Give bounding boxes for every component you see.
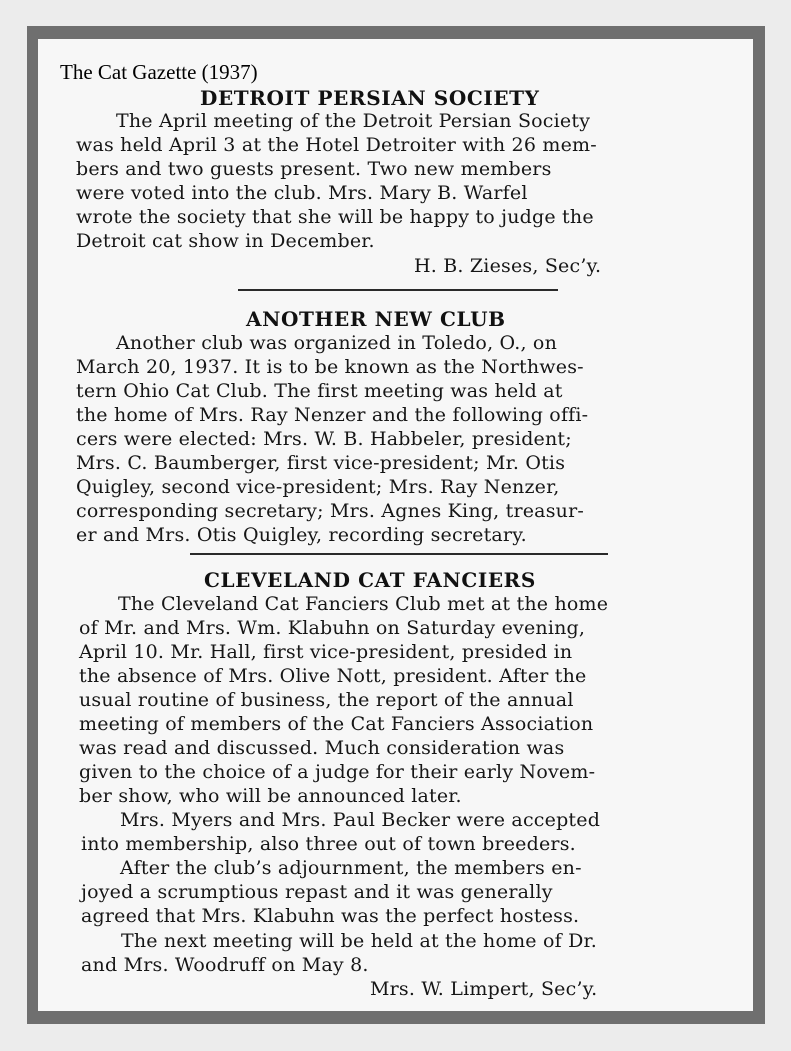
article-line: usual routine of business, the report of the annual <box>79 689 574 711</box>
section-heading-new-club: ANOTHER NEW CLUB <box>246 307 506 331</box>
article-line: Mrs. C. Baumberger, first vice-president; Mr. Otis <box>76 452 566 474</box>
article-line: wrote the society that she will be happy to judge the <box>76 206 594 228</box>
article-line: into membership, also three out of town breeders. <box>81 833 576 855</box>
article-line: joyed a scrumptious repast and it was generally <box>81 881 553 903</box>
article-line: bers and two guests present. Two new members <box>76 158 552 180</box>
article-line: was held April 3 at the Hotel Detroiter with 26 mem- <box>76 134 597 156</box>
article-line: The next meeting will be held at the home of Dr. <box>121 930 597 952</box>
article-line: The April meeting of the Detroit Persian Society <box>116 110 591 132</box>
article-line: tern Ohio Cat Club. The first meeting was held at <box>76 380 563 402</box>
article-line: the absence of Mrs. Olive Nott, president. After the <box>79 665 587 687</box>
article-line: corresponding secretary; Mrs. Agnes King, treasur- <box>76 500 584 522</box>
article-line: ber show, who will be announced later. <box>79 785 462 807</box>
article-line: The Cleveland Cat Fanciers Club met at the home <box>118 593 609 615</box>
article-line: Detroit cat show in December. <box>76 230 375 252</box>
article-line: were voted into the club. Mrs. Mary B. Warfel <box>76 182 528 204</box>
article-line: of Mr. and Mrs. Wm. Klabuhn on Saturday evening, <box>79 617 586 639</box>
article-line: the home of Mrs. Ray Nenzer and the following offi- <box>76 404 589 426</box>
section-heading-cleveland: CLEVELAND CAT FANCIERS <box>204 568 536 592</box>
article-line: cers were elected: Mrs. W. B. Habbeler, president; <box>76 428 572 450</box>
article-line: meeting of members of the Cat Fanciers Association <box>79 713 594 735</box>
article-line: Mrs. Myers and Mrs. Paul Becker were accepted <box>120 809 601 831</box>
section-divider <box>190 553 608 555</box>
signature: Mrs. W. Limpert, Sec’y. <box>370 978 598 1000</box>
signature: H. B. Zieses, Sec’y. <box>414 255 602 277</box>
article-line: Quigley, second vice-president; Mrs. Ray Nenzer, <box>76 476 560 498</box>
article-line: and Mrs. Woodruff on May 8. <box>81 954 369 976</box>
article-line: After the club’s adjournment, the members en- <box>120 857 582 879</box>
gazette-caption: The Cat Gazette (1937) <box>60 60 258 84</box>
article-line: agreed that Mrs. Klabuhn was the perfect hostess. <box>81 905 580 927</box>
article-line: was read and discussed. Much consideration was <box>79 737 565 759</box>
section-heading-detroit: DETROIT PERSIAN SOCIETY <box>200 86 540 110</box>
section-divider <box>238 289 558 291</box>
article-line: March 20, 1937. It is to be known as the Northwes- <box>76 356 584 378</box>
article-line: given to the choice of a judge for their early Novem- <box>79 761 596 783</box>
article-line: er and Mrs. Otis Quigley, recording secretary. <box>76 524 527 546</box>
article-line: April 10. Mr. Hall, first vice-president, presided in <box>79 641 573 663</box>
article-line: Another club was organized in Toledo, O., on <box>116 332 558 354</box>
